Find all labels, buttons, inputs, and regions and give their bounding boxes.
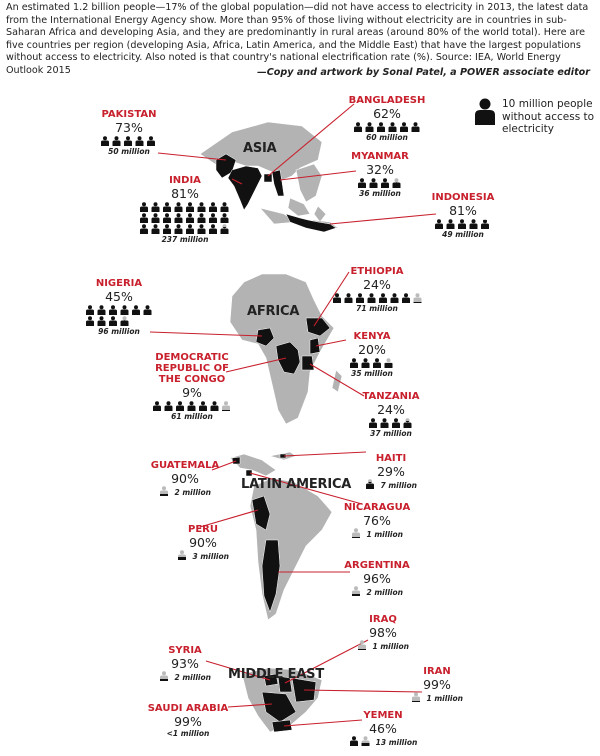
population-icons [342, 586, 412, 597]
person-icon [120, 305, 128, 315]
person-icon [221, 213, 229, 223]
population-label: 2 million [366, 588, 403, 597]
country-label-kenya [344, 331, 400, 378]
person-icon [414, 293, 422, 303]
population-label: 37 million [370, 429, 412, 438]
country-name: PERU [188, 524, 218, 535]
person-icon [143, 305, 151, 315]
country-name: SYRIA [168, 645, 202, 656]
population-icons [350, 178, 410, 189]
country-label-india [136, 175, 234, 244]
country-name: BANGLADESH [348, 95, 426, 106]
person-icon [379, 293, 387, 303]
country-label-syria [150, 645, 220, 682]
country-label-argentina [342, 560, 412, 597]
person-icon [458, 219, 466, 229]
legend-text: 10 million people without access to electricity [502, 98, 595, 135]
population-label: 1 million [366, 530, 403, 539]
person-icon [358, 178, 366, 188]
person-icon [186, 213, 194, 223]
population-label: 61 million [171, 412, 213, 421]
population-icons [150, 671, 220, 682]
country-label-iran [402, 666, 472, 703]
electrification-rate: 96% [363, 571, 391, 586]
country-label-myanmar [350, 151, 410, 198]
population-icons [428, 219, 498, 230]
person-icon [152, 213, 160, 223]
population-icons [136, 202, 234, 235]
population-label: 2 million [174, 673, 211, 682]
country-label-ethiopia [332, 266, 422, 313]
population-label: 96 million [98, 327, 140, 336]
person-icon-group [152, 401, 233, 412]
person-icon [186, 202, 194, 212]
person-icon [109, 316, 117, 326]
person-icon-group [349, 736, 372, 747]
person-icon [160, 671, 168, 681]
person-icon [365, 122, 373, 132]
country-name: YEMEN [363, 710, 403, 721]
country-label-nicaragua [342, 502, 412, 539]
person-icon-group [139, 202, 231, 235]
country-name: HAITI [375, 453, 407, 464]
person-icon [381, 178, 389, 188]
person-icon [221, 202, 229, 212]
country-name: INDIA [169, 175, 201, 186]
credit-line: —Copy and artwork by Sonal Patel, a POWER associate editor [257, 67, 590, 78]
person-icon [470, 219, 478, 229]
region-label-asia: ASIA [243, 141, 277, 156]
person-icon [86, 305, 94, 315]
person-icon [113, 136, 121, 146]
population-label: 1 million [372, 642, 409, 651]
person-icon [109, 305, 117, 315]
country-label-tanzania [360, 391, 422, 438]
legend [472, 98, 595, 135]
person-icon [97, 305, 105, 315]
population-label: <1 million [166, 729, 210, 738]
population-label: 35 million [351, 369, 393, 378]
country-label-yemen [338, 710, 428, 747]
population-icons [345, 122, 429, 133]
person-icon [86, 316, 94, 326]
person-icon [392, 418, 400, 428]
population-label: 13 million [375, 738, 418, 747]
electrification-rate: 46% [369, 721, 397, 736]
population-icons [338, 736, 428, 747]
population-label: 2 million [174, 488, 211, 497]
electrification-rate: 9% [182, 385, 202, 400]
population-icons [96, 136, 162, 147]
electrification-rate: 99% [423, 677, 451, 692]
person-icon [435, 219, 443, 229]
person-icon [152, 224, 160, 234]
person-icon [373, 358, 381, 368]
person-icon [140, 213, 148, 223]
electrification-rate: 24% [363, 277, 391, 292]
person-icon [163, 213, 171, 223]
country-label-peru [168, 524, 238, 561]
person-icon [209, 202, 217, 212]
person-icon [97, 316, 105, 326]
person-icon [175, 213, 183, 223]
person-icon [361, 736, 369, 746]
person-icon [393, 178, 401, 188]
population-label: 3 million [192, 552, 229, 561]
population-label: 36 million [359, 189, 401, 198]
country-name: IRAN [423, 666, 451, 677]
person-icon [163, 202, 171, 212]
person-icon [358, 640, 366, 650]
country-name: DEMOCRATIC REPUBLIC OF THE CONGO [155, 352, 229, 385]
population-icons [348, 640, 418, 651]
person-icon [176, 401, 184, 411]
country-name: GUATEMALA [150, 460, 220, 471]
population-icons [402, 692, 472, 703]
person-icon [370, 178, 378, 188]
tanzania-shape [302, 356, 314, 370]
person-icon [333, 293, 341, 303]
person-icon [140, 202, 148, 212]
person-icon [352, 586, 360, 596]
country-label-bangladesh [345, 95, 429, 142]
person-icon [132, 305, 140, 315]
person-icon-group [177, 550, 189, 561]
person-icon-group [349, 358, 395, 369]
person-icon [209, 224, 217, 234]
country-label-pakistan [96, 109, 162, 156]
electrification-rate: 20% [358, 342, 386, 357]
electrification-rate: 90% [189, 535, 217, 550]
person-icon [402, 293, 410, 303]
person-icon-group [411, 692, 423, 703]
person-icon [388, 122, 396, 132]
country-name: ETHIOPIA [350, 266, 404, 277]
population-label: 7 million [380, 481, 417, 490]
population-label: 71 million [356, 304, 398, 313]
electrification-rate: 99% [174, 714, 202, 729]
person-icon [385, 358, 393, 368]
country-name: INDONESIA [431, 192, 495, 203]
population-icons [150, 486, 220, 497]
population-label: 50 million [108, 147, 150, 156]
person-icon [368, 293, 376, 303]
country-name: NICARAGUA [343, 502, 411, 513]
person-icon [199, 401, 207, 411]
country-name: ARGENTINA [344, 560, 410, 571]
person-icon [404, 418, 412, 428]
intro-text: An estimated 1.2 billion people—17% of the global population—did not have access to electricity in 2013, the latest data from the International Energy Agency show. More than 95% of those living without electricity are in countries in sub-Saharan Africa and developing Asia, and they are predominantly in rural areas (around 80% of the world total). Here are five countries per region (developing Asia, Africa, Latin America, and the Middle East) that have the largest populations without access to electricity. Also noted is that country's national electrification rate (%). Source: IEA, World Energy Outlook 2015 [6, 2, 589, 76]
person-icon [147, 136, 155, 146]
person-icon-group [159, 671, 171, 682]
person-icon [221, 224, 229, 234]
country-label-haiti [356, 453, 426, 490]
region-label-middle-east: MIDDLE EAST [228, 667, 325, 682]
person-icon [447, 219, 455, 229]
person-icon [153, 401, 161, 411]
population-label: 237 million [161, 235, 209, 244]
person-icon-group [351, 528, 363, 539]
electrification-rate: 81% [171, 186, 199, 201]
person-icon [481, 219, 489, 229]
person-icon [187, 401, 195, 411]
person-icon [178, 550, 186, 560]
country-name: PAKISTAN [101, 109, 157, 120]
person-icon-group [368, 418, 414, 429]
person-icon [362, 358, 370, 368]
population-label: 1 million [426, 694, 463, 703]
country-name: KENYA [353, 331, 391, 342]
person-icon [175, 224, 183, 234]
population-icons [84, 305, 154, 327]
person-icon [472, 98, 498, 126]
person-icon [209, 213, 217, 223]
person-icon-group [351, 586, 363, 597]
person-icon [391, 293, 399, 303]
person-icon-group [85, 305, 154, 327]
population-icons [344, 358, 400, 369]
electrification-rate: 32% [366, 162, 394, 177]
population-icons [146, 401, 238, 412]
person-icon [152, 202, 160, 212]
person-icon [366, 479, 374, 489]
person-icon [350, 358, 358, 368]
person-icon [164, 401, 172, 411]
person-icon [369, 418, 377, 428]
country-label-guatemala [150, 460, 220, 497]
person-icon [160, 486, 168, 496]
population-icons [356, 479, 426, 490]
person-icon-group [357, 178, 403, 189]
population-icons [168, 550, 238, 561]
electrification-rate: 73% [115, 120, 143, 135]
person-icon [136, 136, 144, 146]
country-label-nigeria [84, 278, 154, 336]
person-icon [198, 224, 206, 234]
person-icon [354, 122, 362, 132]
electrification-rate: 62% [373, 106, 401, 121]
person-icon [140, 224, 148, 234]
person-icon [175, 202, 183, 212]
electrification-rate: 76% [363, 513, 391, 528]
person-icon [101, 136, 109, 146]
person-icon [345, 293, 353, 303]
person-icon-group [357, 640, 369, 651]
person-icon-group [100, 136, 158, 147]
person-icon-group [332, 293, 424, 304]
bangladesh-shape [264, 174, 272, 182]
guatemala-shape [232, 457, 240, 464]
person-icon [356, 293, 364, 303]
person-icon [412, 692, 420, 702]
country-name: IRAQ [369, 614, 397, 625]
country-name: SAUDI ARABIA [147, 703, 229, 714]
person-icon [210, 401, 218, 411]
person-icon [186, 224, 194, 234]
person-icon [400, 122, 408, 132]
electrification-rate: 29% [377, 464, 405, 479]
region-label-latin-america: LATIN AMERICA [241, 477, 352, 492]
person-icon [381, 418, 389, 428]
electrification-rate: 90% [171, 471, 199, 486]
person-icon-group [434, 219, 492, 230]
person-icon-group [365, 479, 377, 490]
population-label: 60 million [366, 133, 408, 142]
person-icon [198, 213, 206, 223]
country-name: MYANMAR [351, 151, 409, 162]
person-icon [124, 136, 132, 146]
person-icon [377, 122, 385, 132]
population-icons [342, 528, 412, 539]
electrification-rate: 45% [105, 289, 133, 304]
person-icon [350, 736, 358, 746]
country-label-drc [146, 352, 238, 421]
country-label-iraq [348, 614, 418, 651]
electrification-rate: 24% [377, 402, 405, 417]
person-icon [120, 316, 128, 326]
country-label-saudi-arabia [146, 703, 230, 738]
population-label: 49 million [442, 230, 484, 239]
population-icons [360, 418, 422, 429]
person-icon [411, 122, 419, 132]
electrification-rate: 81% [449, 203, 477, 218]
country-name: NIGERIA [95, 278, 143, 289]
person-icon [163, 224, 171, 234]
country-name: TANZANIA [362, 391, 420, 402]
person-icon-group [159, 486, 171, 497]
electrification-rate: 98% [369, 625, 397, 640]
person-icon-group [353, 122, 422, 133]
population-icons [332, 293, 422, 304]
person-icon [198, 202, 206, 212]
person-icon [352, 528, 360, 538]
region-label-africa: AFRICA [247, 304, 300, 319]
person-icon [222, 401, 230, 411]
country-label-indonesia [428, 192, 498, 239]
electrification-rate: 93% [171, 656, 199, 671]
